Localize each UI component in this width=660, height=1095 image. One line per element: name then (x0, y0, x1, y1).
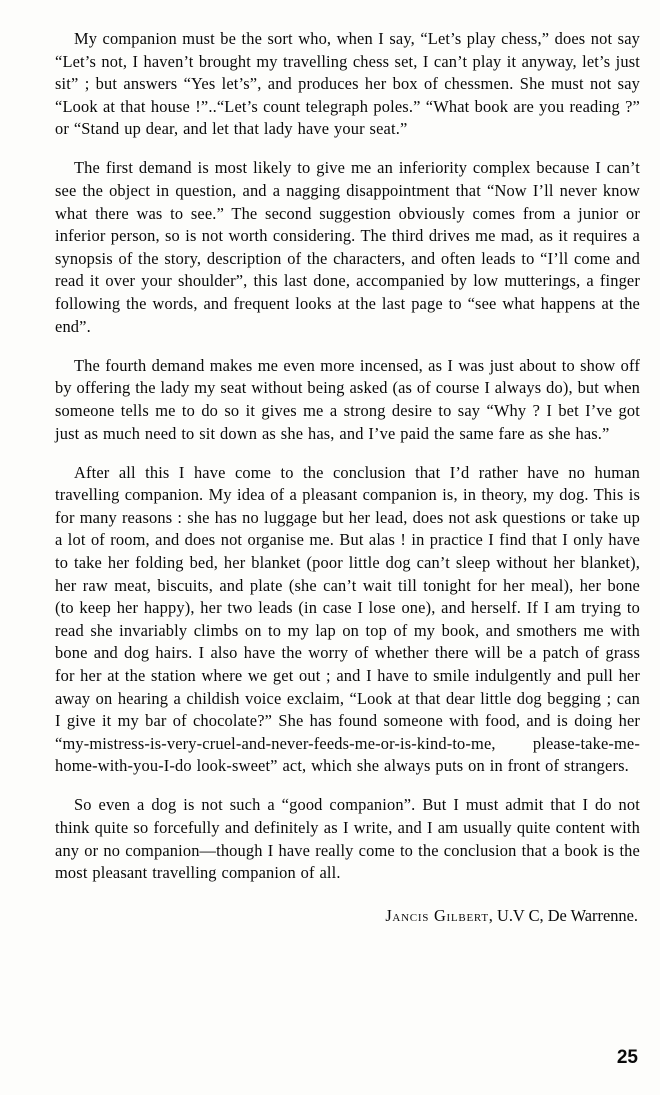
author-name: Jancis Gilbert (385, 905, 489, 925)
paragraph: The fourth demand makes me even more incensed, as I was just about to show off by offering the lady my seat without being asked (as of course I always do), but when someone tells me to do so it gives me a strong desire to say “Why ? I bet I’ve got just as much need to sit down as she has, and I’ve paid the same fare as she has.” (55, 355, 640, 443)
paragraph: The first demand is most likely to give me an inferiority complex because I can’t see the object in question, and a nagging disappointment that “Now I’ll never know what there was to see.” The second suggestion obviously comes from a junior or inferior person, so is not worth considering. The third drives me mad, as it requires a synopsis of the story, description of the characters, and often leads to “I’ll come and read it over your shoulder”, this last done, accompanied by low mutterings, a finger following the words, and frequent looks at the last page to “see what happens at the end”. (55, 158, 640, 336)
author-affiliation: , U.V C, De Warrenne. (488, 905, 638, 925)
paragraph: After all this I have come to the conclusion that I’d rather have no human travelling companion. My idea of a pleasant companion is, in theory, my dog. This is for many reasons : she has no luggage but her lead, does not ask questions or take up a lot of room, and does not organise me. But alas ! in practice I find that I only have to take her folding bed, her blanket (poor little dog can’t sleep without her blanket), her raw meat, biscuits, and plate (she can’t wait till tonight for her meal), her bone (to keep her happy), her two leads (in case I lose one), and herself. If I am trying to read she invariably climbs on to my lap on top of my book, and smothers me with bone and dog hairs. I also have the worry of whether there will be a patch of grass for her at the station where we get out ; and I have to smile indulgently and pull her away on hearing a childish voice exclaim, “Look at that dear little dog begging ; can I give it my bar of chocolate?” She has found someone with food, and is doing her “my-mistress-is-very-cruel-and-never-feeds-me-or-is-kind-to-me, please-take-me-home-with-you-I-do look-sweet” act, which she always puts on in front of strangers. (55, 462, 640, 776)
paragraph: So even a dog is not such a “good companion”. But I must admit that I do not think quite so forcefully and definitely as I write, and I am usually quite content with any or no companion—though I have really come to the conclusion that a book is the most pleasant travelling companion of all. (55, 795, 640, 883)
author-attribution (55, 905, 640, 927)
article-body (55, 28, 640, 927)
page-number: 25 (616, 1047, 638, 1068)
paragraph: My companion must be the sort who, when I say, “Let’s play chess,” does not say “Let’s not, I haven’t brought my travelling chess set, I can’t play it anyway, let’s just sit” ; but answers “Yes let’s”, and produces her box of chessmen. She must not say “Look at that house !”..“Let’s count telegraph poles.” “What book are you reading ?” or “Stand up dear, and let that lady have your seat.” (55, 29, 640, 139)
